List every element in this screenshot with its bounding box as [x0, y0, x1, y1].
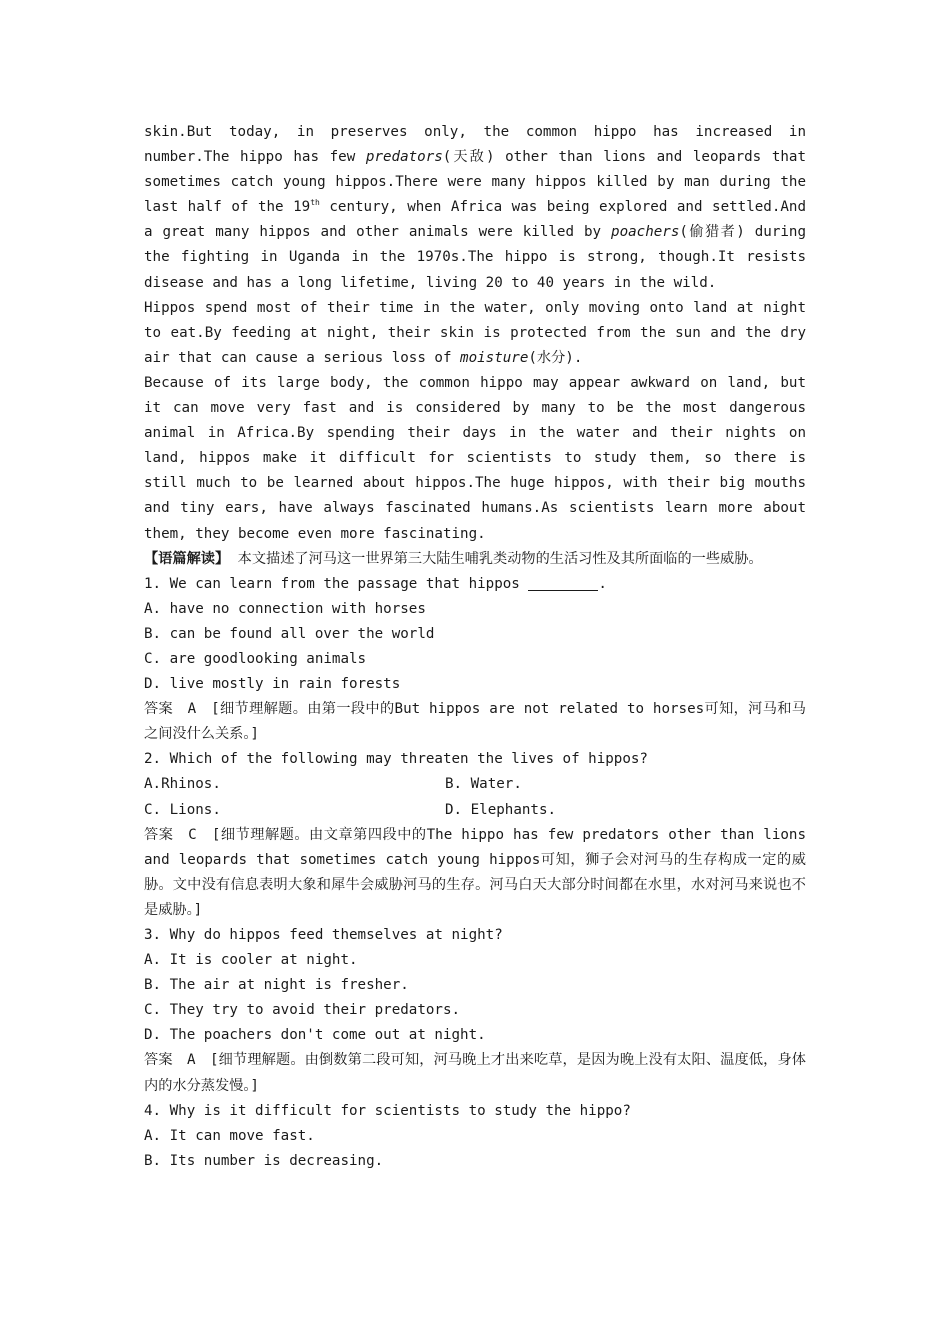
glossed-word: poachers: [611, 224, 680, 241]
option-a: A. It can move fast.: [144, 1127, 315, 1144]
option-row: [144, 772, 806, 797]
answer-blank: [528, 576, 598, 591]
gloss: (天敌): [442, 149, 495, 166]
analysis-label: 【语篇解读】: [144, 550, 230, 567]
option-b: B. can be found all over the world: [144, 625, 435, 642]
option-c: C. Lions.: [144, 801, 221, 818]
document-page: [144, 120, 806, 1174]
option-b: B. Its number is decreasing.: [144, 1152, 384, 1169]
option-a: A. It is cooler at night.: [144, 952, 358, 969]
passage-paragraph-1: skin.But today, in preserves only, the common hippo has increased in number.The hippo has few predators(天敌) other than lions and leopards that sometimes catch young hippos.There were many hippos killed by man during the last half of the 19th century, when Africa was being explored and settled.And a great many hippos and other animals were killed by poachers(偷猎者) during the fighting in Uganda in the 1970s.The hippo is strong, though.It resists disease and has a long lifetime, living 20 to 40 years in the wild.: [144, 124, 806, 291]
question-stem: 3. Why do hippos feed themselves at night?: [144, 927, 503, 943]
passage-paragraph-3: Because of its large body, the common hippo may appear awkward on land, but it can move very fast and is considered by many to be the most dangerous animal in Africa.By spending their days in the water and their nights on land, hippos make it difficult for scientists to study them, so there is still much to be learned about hippos.The huge hippos, with their big mouths and tiny ears, have always fascinated humans.As scientists learn more about them, they become even more fascinating.: [144, 374, 806, 542]
option-c: C. They try to avoid their predators.: [144, 1002, 461, 1019]
option-a: A.Rhinos.: [144, 776, 221, 793]
option-d: D. live mostly in rain forests: [144, 676, 401, 693]
question-stem: 1. We can learn from the passage that hippos .: [144, 575, 607, 592]
glossed-word: moisture: [460, 349, 529, 366]
answer-explanation: 答案 C [细节理解题。由文章第四段中的The hippo has few predators other than lions and leopards that sometimes catch young hippos可知，狮子会对河马的生存构成一定的威胁。文中没有信息表明大象和犀牛会威胁河马的生存。河马白天大部分时间都在水里，水对河马来说也不是威胁。]: [144, 826, 806, 918]
answer-explanation: 答案 A [细节理解题。由第一段中的But hippos are not related to horses可知，河马和马之间没什么关系。]: [144, 701, 806, 743]
question-stem: 4. Why is it difficult for scientists to study the hippo?: [144, 1102, 631, 1119]
option-d: D. Elephants.: [445, 801, 557, 818]
gloss: (偷猎者): [679, 224, 745, 241]
option-a: A. have no connection with horses: [144, 600, 426, 617]
option-b: B. The air at night is fresher.: [144, 977, 409, 994]
option-b: B. Water.: [445, 776, 522, 793]
discourse-analysis: [144, 547, 806, 572]
gloss: (水分): [528, 349, 574, 366]
analysis-text: 本文描述了河马这一世界第三大陆生哺乳类动物的生活习性及其所面临的一些威胁。: [229, 550, 763, 567]
option-d: D. The poachers don't come out at night.: [144, 1027, 486, 1044]
passage-paragraph-2: Hippos spend most of their time in the water, only moving onto land at night to eat.By feeding at night, their skin is protected from the sun and the dry air that can cause a serious loss of moisture(水分).: [144, 299, 806, 366]
option-c: C. are goodlooking animals: [144, 650, 367, 667]
question-stem: 2. Which of the following may threaten the lives of hippos?: [144, 751, 648, 768]
superscript: th: [310, 198, 320, 208]
glossed-word: predators: [365, 149, 443, 166]
answer-explanation: 答案 A [细节理解题。由倒数第二段可知，河马晚上才出来吃草，是因为晚上没有太阳、温度低，身体内的水分蒸发慢。]: [144, 1052, 806, 1094]
option-row: [144, 798, 806, 823]
